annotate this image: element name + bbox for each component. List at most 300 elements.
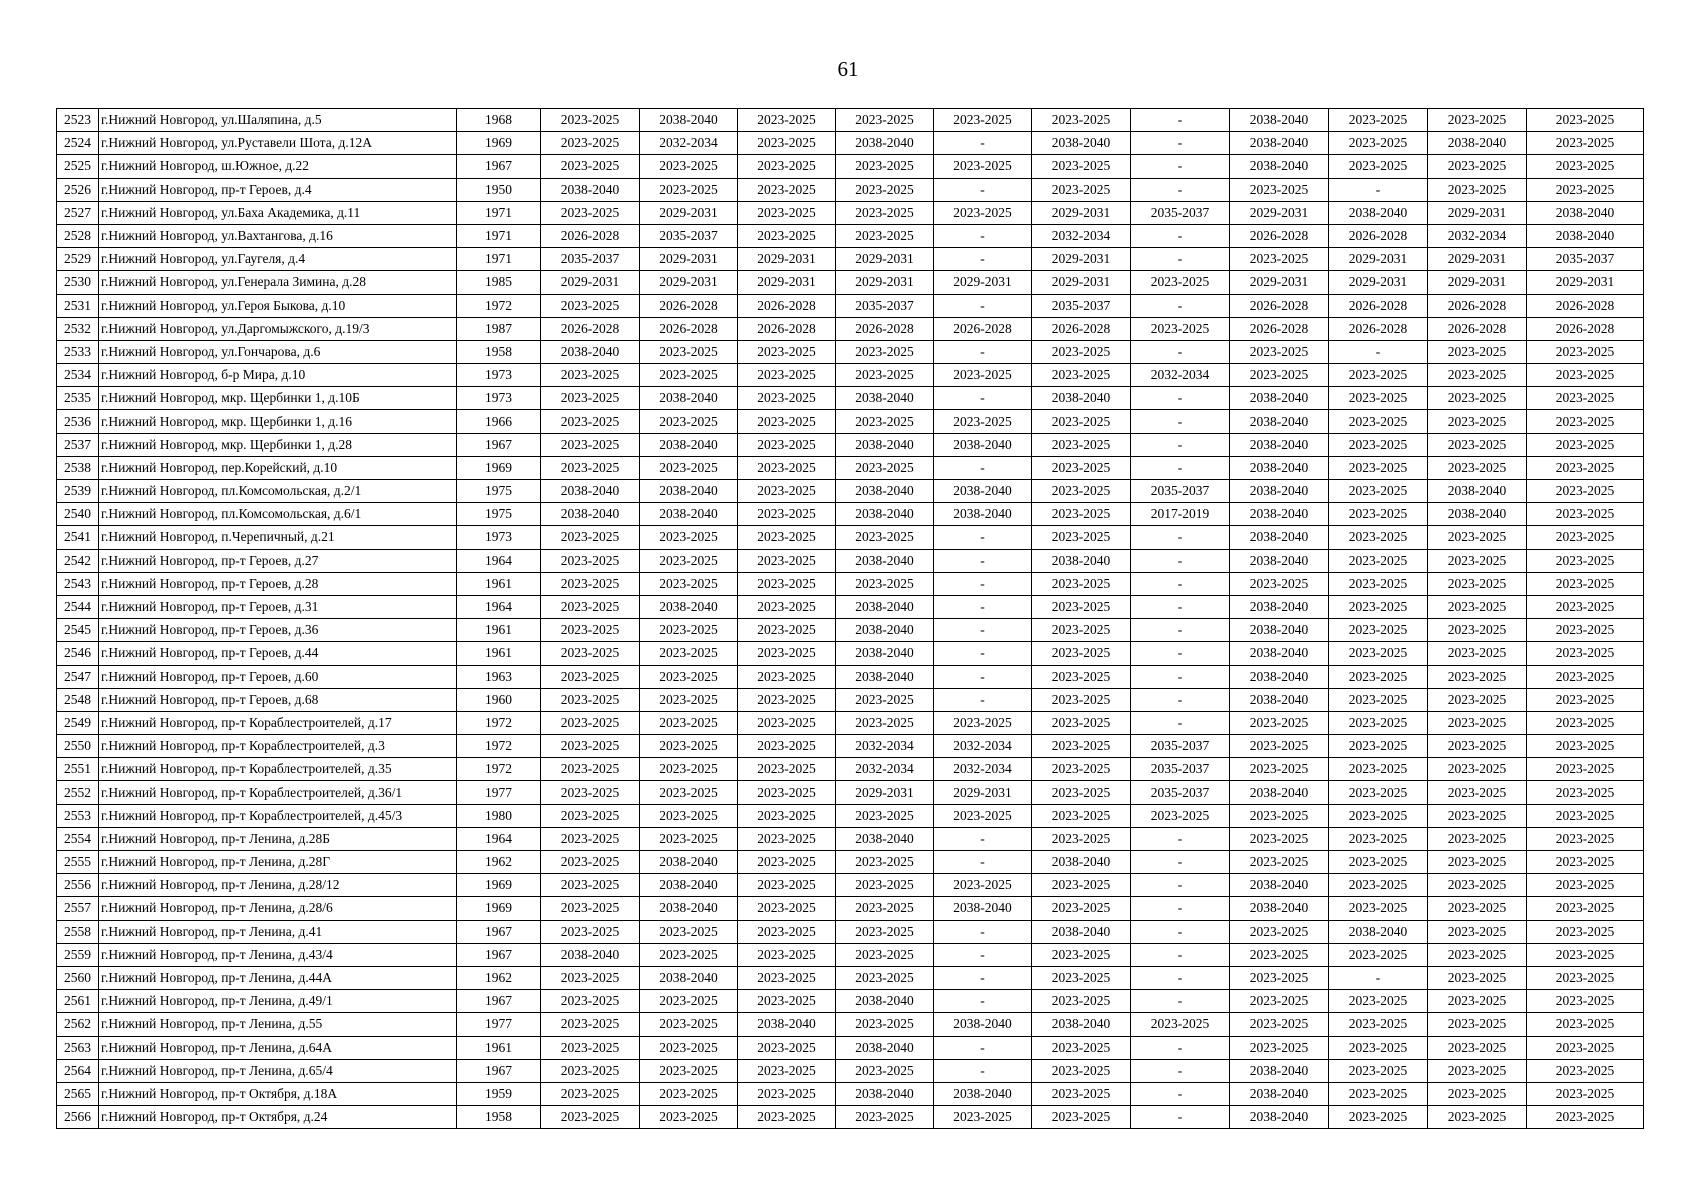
period-cell: 2023-2025 [738,480,836,503]
period-cell: 2029-2031 [934,271,1032,294]
period-cell: 2029-2031 [836,781,934,804]
table-row [57,572,1644,595]
period-cell: 2038-2040 [1230,1082,1329,1105]
period-cell: 2032-2034 [934,758,1032,781]
period-cell: 2023-2025 [640,781,738,804]
period-cell: 2026-2028 [1428,294,1527,317]
period-cell: 2035-2037 [836,294,934,317]
period-cell: 2038-2040 [541,943,640,966]
year-cell: 1972 [457,711,541,734]
table-row [57,966,1644,989]
period-cell: - [1329,966,1428,989]
row-number-cell: 2527 [57,201,99,224]
address-cell: г.Нижний Новгород, ул.Гаугеля, д.4 [99,248,457,271]
year-cell: 1958 [457,1106,541,1129]
year-cell: 1966 [457,410,541,433]
address-cell: г.Нижний Новгород, пр-т Кораблестроителей, д.3 [99,735,457,758]
period-cell: 2023-2025 [738,387,836,410]
row-number-cell: 2547 [57,665,99,688]
period-cell: - [934,224,1032,247]
period-cell: 2023-2025 [1527,827,1644,850]
period-cell: 2023-2025 [1428,804,1527,827]
row-number-cell: 2550 [57,735,99,758]
period-cell: 2023-2025 [1032,758,1131,781]
period-cell: 2023-2025 [1032,735,1131,758]
period-cell: 2038-2040 [836,387,934,410]
period-cell: 2035-2037 [1131,735,1230,758]
period-cell: 2023-2025 [541,595,640,618]
period-cell: 2023-2025 [1032,456,1131,479]
row-number-cell: 2560 [57,966,99,989]
period-cell: 2023-2025 [1230,1036,1329,1059]
period-cell: 2023-2025 [1032,155,1131,178]
year-cell: 1967 [457,155,541,178]
period-cell: 2023-2025 [541,1082,640,1105]
period-cell: 2023-2025 [738,572,836,595]
period-cell: 2023-2025 [738,1106,836,1129]
period-cell: 2023-2025 [1131,271,1230,294]
address-cell: г.Нижний Новгород, пр-т Октября, д.24 [99,1106,457,1129]
table-row [57,387,1644,410]
period-cell: 2023-2025 [1230,966,1329,989]
period-cell: - [934,920,1032,943]
period-cell: 2023-2025 [738,132,836,155]
year-cell: 1964 [457,595,541,618]
row-number-cell: 2554 [57,827,99,850]
period-cell: - [1131,665,1230,688]
row-number-cell: 2532 [57,317,99,340]
period-cell: 2023-2025 [1527,990,1644,1013]
period-cell: - [1131,595,1230,618]
period-cell: - [934,132,1032,155]
period-cell: 2029-2031 [1032,271,1131,294]
period-cell: - [934,688,1032,711]
period-cell: 2023-2025 [541,526,640,549]
year-cell: 1975 [457,503,541,526]
period-cell: 2023-2025 [1032,619,1131,642]
period-cell: - [1131,155,1230,178]
period-cell: 2023-2025 [640,1106,738,1129]
table-row [57,665,1644,688]
period-cell: 2023-2025 [1230,851,1329,874]
period-cell: 2038-2040 [836,1082,934,1105]
period-cell: 2026-2028 [1230,224,1329,247]
period-cell: 2038-2040 [640,966,738,989]
period-cell: 2023-2025 [738,155,836,178]
period-cell: - [1329,340,1428,363]
period-cell: 2023-2025 [1428,897,1527,920]
address-cell: г.Нижний Новгород, пр-т Кораблестроителей, д.17 [99,711,457,734]
year-cell: 1961 [457,642,541,665]
period-cell: 2038-2040 [640,503,738,526]
period-cell: 2023-2025 [1032,1082,1131,1105]
period-cell: - [1131,294,1230,317]
period-cell: 2023-2025 [836,456,934,479]
period-cell: 2023-2025 [541,665,640,688]
period-cell: 2023-2025 [1527,851,1644,874]
period-cell: 2023-2025 [1527,155,1644,178]
table-row [57,920,1644,943]
row-number-cell: 2539 [57,480,99,503]
period-cell: 2023-2025 [1230,735,1329,758]
period-cell: 2023-2025 [541,758,640,781]
period-cell: 2023-2025 [541,1106,640,1129]
period-cell: 2038-2040 [836,827,934,850]
period-cell: 2023-2025 [1428,1106,1527,1129]
period-cell: 2029-2031 [1230,271,1329,294]
period-cell: 2023-2025 [738,688,836,711]
period-cell: 2023-2025 [1032,804,1131,827]
period-cell: 2023-2025 [541,294,640,317]
period-cell: - [1131,642,1230,665]
year-cell: 1980 [457,804,541,827]
period-cell: 2023-2025 [1329,711,1428,734]
period-cell: 2023-2025 [836,874,934,897]
table-row [57,711,1644,734]
period-cell: - [934,294,1032,317]
period-cell: 2023-2025 [1230,1013,1329,1036]
period-cell: 2035-2037 [640,224,738,247]
year-cell: 1973 [457,364,541,387]
period-cell: 2038-2040 [836,619,934,642]
year-cell: 1967 [457,990,541,1013]
period-cell: 2023-2025 [1329,827,1428,850]
period-cell: 2023-2025 [1032,340,1131,363]
year-cell: 1961 [457,572,541,595]
period-cell: 2023-2025 [738,735,836,758]
row-number-cell: 2564 [57,1059,99,1082]
period-cell: 2038-2040 [1230,480,1329,503]
period-cell: 2023-2025 [541,572,640,595]
period-cell: 2023-2025 [1032,642,1131,665]
period-cell: 2023-2025 [1230,943,1329,966]
period-cell: 2038-2040 [934,897,1032,920]
period-cell: 2038-2040 [1230,132,1329,155]
period-cell: 2023-2025 [738,1082,836,1105]
period-cell: 2023-2025 [640,572,738,595]
period-cell: 2023-2025 [1527,572,1644,595]
period-cell: 2023-2025 [836,688,934,711]
period-cell: - [1131,178,1230,201]
period-cell: 2038-2040 [1329,201,1428,224]
period-cell: 2023-2025 [640,178,738,201]
period-cell: 2038-2040 [934,480,1032,503]
period-cell: - [1131,943,1230,966]
period-cell: 2023-2025 [541,735,640,758]
period-cell: 2023-2025 [541,132,640,155]
period-cell: 2023-2025 [541,410,640,433]
period-cell: 2026-2028 [1329,224,1428,247]
period-cell: 2038-2040 [1428,503,1527,526]
period-cell: - [1329,178,1428,201]
period-cell: 2023-2025 [1329,665,1428,688]
period-cell: 2038-2040 [1230,595,1329,618]
period-cell: 2023-2025 [1329,433,1428,456]
period-cell: 2032-2034 [836,735,934,758]
period-cell: 2038-2040 [640,480,738,503]
period-cell: 2023-2025 [1527,665,1644,688]
period-cell: 2023-2025 [836,897,934,920]
period-cell: 2023-2025 [738,943,836,966]
period-cell: 2023-2025 [1230,920,1329,943]
period-cell: 2023-2025 [738,433,836,456]
year-cell: 1958 [457,340,541,363]
period-cell: 2038-2040 [1230,688,1329,711]
period-cell: 2023-2025 [541,966,640,989]
address-cell: г.Нижний Новгород, пр-т Героев, д.60 [99,665,457,688]
period-cell: 2023-2025 [1527,735,1644,758]
period-cell: 2035-2037 [1032,294,1131,317]
year-cell: 1969 [457,874,541,897]
period-cell: 2023-2025 [934,711,1032,734]
period-cell: 2023-2025 [1527,433,1644,456]
period-cell: 2023-2025 [1329,1036,1428,1059]
table-row [57,178,1644,201]
period-cell: 2023-2025 [738,711,836,734]
period-cell: 2023-2025 [541,990,640,1013]
address-cell: г.Нижний Новгород, пл.Комсомольская, д.2/1 [99,480,457,503]
period-cell: 2023-2025 [1032,1106,1131,1129]
table-row [57,340,1644,363]
table-body [57,109,1644,1129]
table-row [57,410,1644,433]
address-cell: г.Нижний Новгород, пр-т Героев, д.28 [99,572,457,595]
period-cell: 2026-2028 [640,294,738,317]
period-cell: 2023-2025 [1230,990,1329,1013]
period-cell: 2038-2040 [1329,920,1428,943]
period-cell: 2023-2025 [1428,711,1527,734]
period-cell: 2029-2031 [836,248,934,271]
period-cell: 2038-2040 [1230,503,1329,526]
period-cell: 2023-2025 [738,178,836,201]
period-cell: 2038-2040 [640,109,738,132]
period-cell: 2023-2025 [640,619,738,642]
period-cell: 2023-2025 [1428,155,1527,178]
period-cell: 2023-2025 [836,340,934,363]
address-cell: г.Нижний Новгород, пр-т Октября, д.18А [99,1082,457,1105]
year-cell: 1959 [457,1082,541,1105]
period-cell: 2023-2025 [836,526,934,549]
period-cell: 2023-2025 [1230,804,1329,827]
period-cell: - [1131,1082,1230,1105]
period-cell: 2038-2040 [1230,874,1329,897]
table-row [57,897,1644,920]
period-cell: 2026-2028 [1230,294,1329,317]
period-cell: 2023-2025 [738,109,836,132]
period-cell: 2023-2025 [541,851,640,874]
period-cell: 2023-2025 [1329,943,1428,966]
address-cell: г.Нижний Новгород, пр-т Героев, д.27 [99,549,457,572]
address-cell: г.Нижний Новгород, пр-т Героев, д.44 [99,642,457,665]
period-cell: 2038-2040 [640,387,738,410]
period-cell: 2023-2025 [836,155,934,178]
period-cell: 2023-2025 [541,1059,640,1082]
row-number-cell: 2542 [57,549,99,572]
period-cell: 2023-2025 [738,804,836,827]
period-cell: 2023-2025 [1032,966,1131,989]
period-cell: 2029-2031 [1428,248,1527,271]
period-cell: 2023-2025 [1329,456,1428,479]
address-cell: г.Нижний Новгород, пр-т Ленина, д.28Б [99,827,457,850]
address-cell: г.Нижний Новгород, ул.Генерала Зимина, д.28 [99,271,457,294]
period-cell: 2035-2037 [1527,248,1644,271]
row-number-cell: 2559 [57,943,99,966]
period-cell: 2038-2040 [1230,155,1329,178]
period-cell: 2023-2025 [640,642,738,665]
period-cell: - [1131,688,1230,711]
period-cell: 2038-2040 [1230,109,1329,132]
period-cell: 2023-2025 [1032,827,1131,850]
period-cell: - [1131,132,1230,155]
year-cell: 1967 [457,1059,541,1082]
period-cell: 2038-2040 [1230,619,1329,642]
period-cell: 2023-2025 [738,897,836,920]
period-cell: - [1131,340,1230,363]
period-cell: 2023-2025 [1527,132,1644,155]
period-cell: - [934,549,1032,572]
period-cell: 2029-2031 [738,248,836,271]
table-row [57,456,1644,479]
period-cell: 2023-2025 [1032,711,1131,734]
period-cell: 2023-2025 [1428,178,1527,201]
period-cell: 2023-2025 [640,943,738,966]
period-cell: 2023-2025 [1527,1106,1644,1129]
period-cell: 2038-2040 [1032,1013,1131,1036]
period-cell: 2023-2025 [1428,851,1527,874]
row-number-cell: 2566 [57,1106,99,1129]
period-cell: 2023-2025 [1527,410,1644,433]
period-cell: 2029-2031 [738,271,836,294]
period-cell: 2038-2040 [934,1082,1032,1105]
period-cell: 2023-2025 [640,1036,738,1059]
period-cell: 2023-2025 [1329,387,1428,410]
row-number-cell: 2548 [57,688,99,711]
period-cell: 2023-2025 [640,526,738,549]
period-cell: - [1131,966,1230,989]
address-cell: г.Нижний Новгород, ул.Руставели Шота, д.12А [99,132,457,155]
period-cell: - [1131,109,1230,132]
year-cell: 1969 [457,897,541,920]
year-cell: 1964 [457,549,541,572]
address-cell: г.Нижний Новгород, ул.Баха Академика, д.11 [99,201,457,224]
period-cell: 2026-2028 [640,317,738,340]
period-cell: 2023-2025 [1032,480,1131,503]
year-cell: 1973 [457,526,541,549]
row-number-cell: 2531 [57,294,99,317]
period-cell: 2038-2040 [1230,1106,1329,1129]
period-cell: 2023-2025 [1329,1106,1428,1129]
period-cell: 2038-2040 [836,665,934,688]
period-cell: 2023-2025 [1329,851,1428,874]
period-cell: 2023-2025 [1527,456,1644,479]
year-cell: 1967 [457,920,541,943]
period-cell: 2023-2025 [640,688,738,711]
period-cell: 2023-2025 [1329,503,1428,526]
period-cell: 2023-2025 [836,109,934,132]
period-cell: 2023-2025 [1329,1082,1428,1105]
period-cell: 2023-2025 [738,456,836,479]
period-cell: 2023-2025 [541,781,640,804]
address-cell: г.Нижний Новгород, пер.Корейский, д.10 [99,456,457,479]
period-cell: 2023-2025 [1230,248,1329,271]
period-cell: 2038-2040 [1230,781,1329,804]
table-row [57,874,1644,897]
period-cell: 2023-2025 [1428,340,1527,363]
address-cell: г.Нижний Новгород, п.Черепичный, д.21 [99,526,457,549]
period-cell: 2038-2040 [738,1013,836,1036]
period-cell: 2023-2025 [640,456,738,479]
period-cell: 2026-2028 [738,294,836,317]
period-cell: 2023-2025 [738,827,836,850]
period-cell: 2023-2025 [1230,711,1329,734]
table-row [57,1082,1644,1105]
period-cell: 2023-2025 [1032,526,1131,549]
period-cell: 2026-2028 [1329,317,1428,340]
period-cell: 2038-2040 [1230,526,1329,549]
period-cell: - [934,572,1032,595]
period-cell: - [934,595,1032,618]
period-cell: 2023-2025 [836,1013,934,1036]
row-number-cell: 2556 [57,874,99,897]
period-cell: 2038-2040 [1230,410,1329,433]
period-cell: 2032-2034 [1032,224,1131,247]
period-cell: 2023-2025 [1230,178,1329,201]
period-cell: 2023-2025 [836,804,934,827]
period-cell: 2038-2040 [1230,387,1329,410]
period-cell: 2023-2025 [1428,410,1527,433]
period-cell: 2023-2025 [541,619,640,642]
table-row [57,827,1644,850]
table-row [57,595,1644,618]
row-number-cell: 2558 [57,920,99,943]
table-row [57,155,1644,178]
table-row [57,758,1644,781]
row-number-cell: 2533 [57,340,99,363]
period-cell: 2023-2025 [738,642,836,665]
row-number-cell: 2523 [57,109,99,132]
period-cell: 2023-2025 [1329,480,1428,503]
period-cell: 2023-2025 [1032,943,1131,966]
period-cell: 2023-2025 [1329,735,1428,758]
period-cell: 2023-2025 [1329,781,1428,804]
period-cell: 2023-2025 [1527,480,1644,503]
period-cell: 2023-2025 [738,1059,836,1082]
period-cell: 2023-2025 [738,549,836,572]
table-row [57,480,1644,503]
period-cell: 2023-2025 [1230,340,1329,363]
period-cell: 2023-2025 [541,387,640,410]
period-cell: - [934,248,1032,271]
address-cell: г.Нижний Новгород, пр-т Героев, д.31 [99,595,457,618]
period-cell: 2026-2028 [934,317,1032,340]
period-cell: 2023-2025 [836,920,934,943]
period-cell: - [934,340,1032,363]
period-cell: 2038-2040 [640,851,738,874]
address-cell: г.Нижний Новгород, ш.Южное, д.22 [99,155,457,178]
period-cell: 2023-2025 [640,990,738,1013]
period-cell: 2023-2025 [1329,804,1428,827]
period-cell: 2029-2031 [1032,201,1131,224]
period-cell: 2023-2025 [1230,364,1329,387]
period-cell: 2023-2025 [640,549,738,572]
period-cell: 2038-2040 [1230,897,1329,920]
period-cell: - [934,642,1032,665]
year-cell: 1973 [457,387,541,410]
period-cell: 2023-2025 [934,804,1032,827]
period-cell: 2038-2040 [1230,549,1329,572]
table-row [57,271,1644,294]
period-cell: 2023-2025 [1032,874,1131,897]
